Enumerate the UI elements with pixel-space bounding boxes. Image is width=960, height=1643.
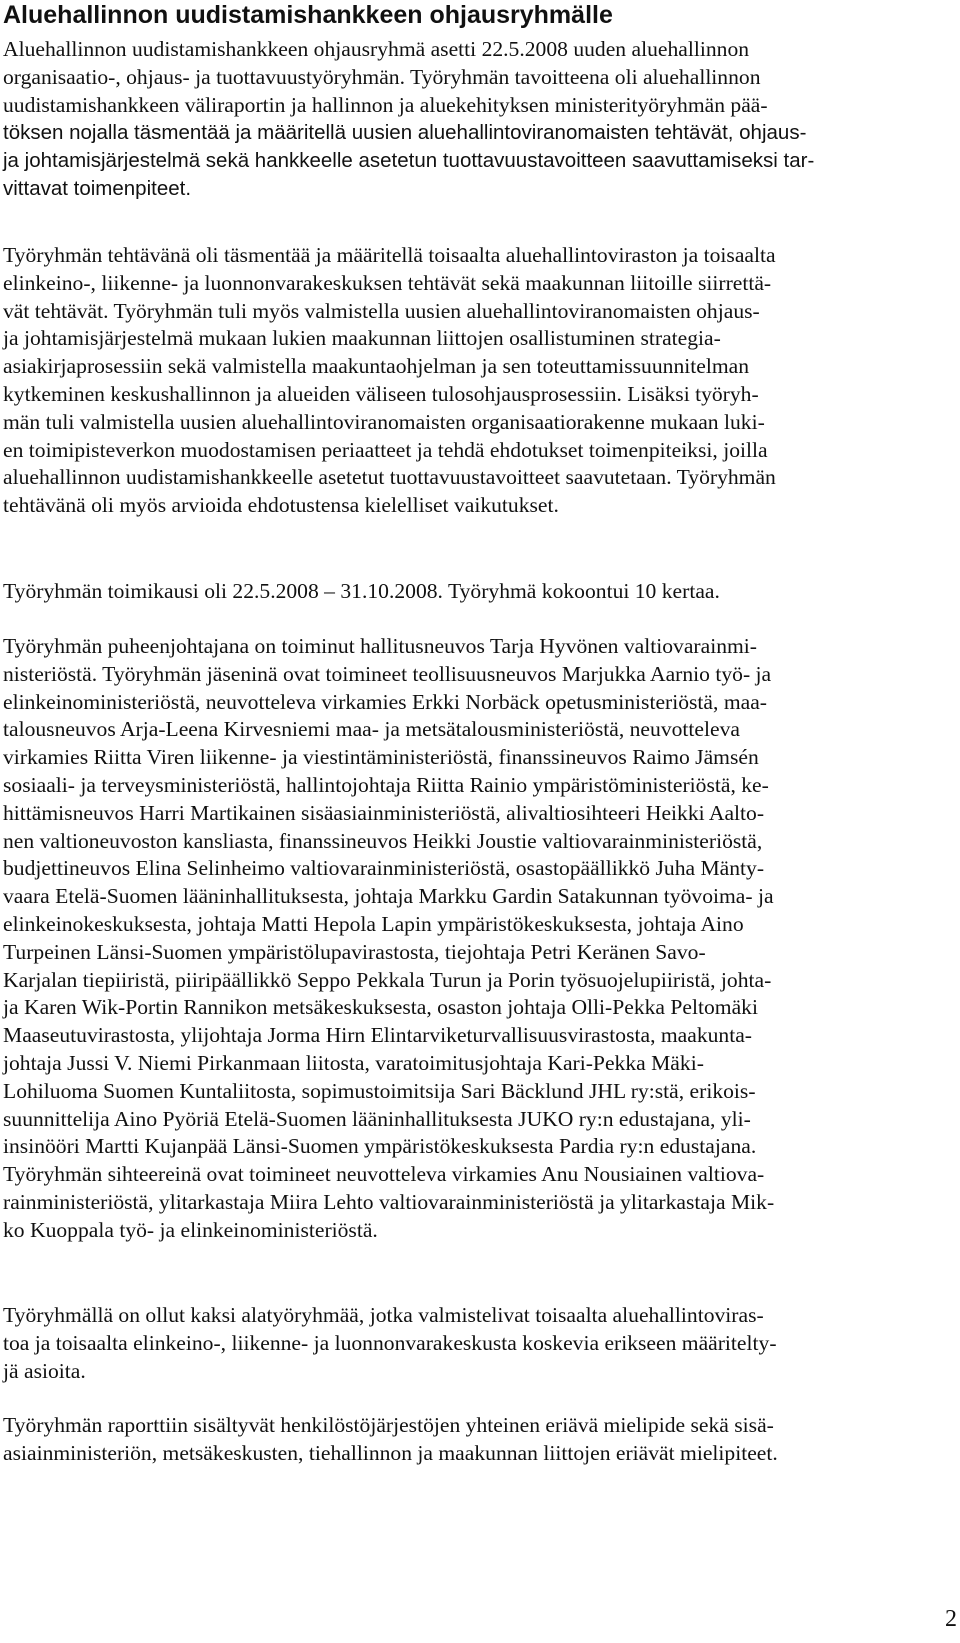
paragraph-line: johtaja Jussi V. Niemi Pirkanmaan liitosta, varatoimitusjohtaja Kari-Pekka Mäki- — [3, 1050, 704, 1075]
paragraph-line: asiainministeriön, metsäkeskusten, tiehallinnon ja maakunnan liittojen eriävät mielipiteet. — [3, 1440, 778, 1465]
paragraph-line: suunnittelija Aino Pyöriä Etelä-Suomen lääninhallituksesta JUKO ry:n edustajana, yli- — [3, 1106, 751, 1131]
paragraph-line: vaara Etelä-Suomen lääninhallituksesta, johtaja Markku Gardin Satakunnan työvoima- ja — [3, 884, 774, 909]
paragraph-line: Työryhmällä on ollut kaksi alatyöryhmää, jotka valmistelivat toisaalta aluehallintoviras- — [3, 1303, 764, 1327]
paragraph-line: elinkeinoministeriöstä, neuvotteleva virkamies Erkki Norbäck opetusministeriöstä, maa- — [3, 689, 767, 714]
paragraph-line: ko Kuoppala työ- ja elinkeinoministeriöstä. — [3, 1217, 378, 1242]
paragraph-line: hittämisneuvos Harri Martikainen sisäasiainministeriöstä, alivaltiosihteeri Heikki Aalto- — [3, 800, 765, 825]
paragraph-line: Työryhmän tehtävänä oli täsmentää ja määritellä toisaalta aluehallintoviraston ja toisaalta — [3, 243, 776, 267]
paragraph-line: Turpeinen Länsi-Suomen ympäristölupavirastosta, tiejohtaja Petri Keränen Savo- — [3, 939, 706, 964]
paragraph-line: Aluehallinnon uudistamishankkeen ohjausryhmä asetti 22.5.2008 uuden aluehallinnon — [3, 37, 750, 61]
paragraph-6 — [3, 1412, 951, 1468]
paragraph-line: ja johtamisjärjestelmä mukaan lukien maakunnan liittojen osallistuminen strategia- — [3, 326, 721, 351]
paragraph-line: Työryhmän toimikausi oli 22.5.2008 – 31.10.2008. Työryhmä kokoontui 10 kertaa. — [3, 579, 720, 603]
paragraph-line: töksen nojalla täsmentää ja määritellä uusien aluehallintoviranomaisten tehtävät, ohjaus- — [3, 121, 807, 145]
paragraph-5 — [3, 1302, 951, 1385]
paragraph-line: vät tehtävät. Työryhmän tuli myös valmistella uusien aluehallintoviranomaisten ohjaus- — [3, 298, 760, 323]
paragraph-line: budjettineuvos Elina Selinheimo valtiovarainministeriöstä, osastopäällikkö Juha Mänty- — [3, 856, 765, 881]
paragraph-line: uudistamishankkeen väliraportin ja hallinnon ja aluekehityksen ministerityöryhmän pää- — [3, 92, 768, 117]
paragraph-line: organisaatio-, ohjaus- ja tuottavuustyöryhmän. Työryhmän tavoitteena oli aluehallinnon — [3, 64, 761, 89]
paragraph-line: Työryhmän raporttiin sisältyvät henkilöstöjärjestöjen yhteinen eriävä mielipide sekä sisä- — [3, 1413, 774, 1437]
paragraph-line: jä asioita. — [3, 1358, 86, 1383]
paragraph-line: sosiaali- ja terveysministeriöstä, hallintojohtaja Riitta Rainio ympäristöministeriöstä, ke- — [3, 772, 769, 797]
paragraph-line: en toimipisteverkon muodostamisen periaatteet ja tehdä ehdotukset toimenpiteiksi, joilla — [3, 437, 768, 462]
paragraph-line: nen valtioneuvoston kansliasta, finanssineuvos Heikki Joustie valtiovarainministeriöstä, — [3, 828, 763, 853]
paragraph-line: rainministeriöstä, ylitarkastaja Miira Lehto valtiovarainministeriöstä ja ylitarkastaja Mik- — [3, 1189, 775, 1214]
paragraph-line: tehtävänä oli myös arvioida ehdotustensa kielelliset vaikutukset. — [3, 493, 559, 518]
paragraph-line: insinööri Martti Kujanpää Länsi-Suomen ympäristökeskuksesta Pardia ry:n edustajana. — [3, 1134, 757, 1159]
paragraph-line: elinkeinokeskuksesta, johtaja Matti Hepola Lapin ympäristökeskuksesta, johtaja Aino — [3, 911, 744, 936]
paragraph-line: Työryhmän sihteereinä ovat toimineet neuvotteleva virkamies Anu Nousiainen valtiova- — [3, 1162, 765, 1187]
paragraph-line: nisteriöstä. Työryhmän jäseninä ovat toimineet teollisuusneuvos Marjukka Aarnio työ- ja — [3, 661, 772, 686]
paragraph-line: män tuli valmistella uusien aluehallintoviranomaisten organisaatiorakenne mukaan luki- — [3, 409, 765, 434]
paragraph-line: Työryhmän puheenjohtajana on toiminut hallitusneuvos Tarja Hyvönen valtiovarainmi- — [3, 634, 757, 658]
paragraph-line: ja johtamisjärjestelmä sekä hankkeelle asetetun tuottavuustavoitteen saavuttamiseksi tar- — [3, 149, 815, 173]
paragraph-line: ja Karen Wik-Portin Rannikon metsäkeskuksesta, osaston johtaja Olli-Pekka Peltomäki — [3, 995, 758, 1020]
paragraph-line: asiakirjaprosessiin sekä valmistella maakuntaohjelman ja sen toteuttamissuunnitelman — [3, 354, 749, 379]
paragraph-line: elinkeino-, liikenne- ja luonnonvarakeskuksen tehtävät sekä maakunnan liitoille siirrettä- — [3, 270, 772, 295]
paragraph-line: aluehallinnon uudistamishankkeelle asetetut tuottavuustavoitteet saavutetaan. Työryhmän — [3, 465, 776, 490]
paragraph-line: Karjalan tiepiiristä, piiripäällikkö Seppo Pekkala Turun ja Porin työsuojelupiiristä, johta- — [3, 967, 772, 992]
paragraph-line: Maaseutuvirastosta, ylijohtaja Jorma Hirn Elintarviketurvallisuusvirastosta, maakunta- — [3, 1023, 753, 1048]
paragraph-3 — [3, 578, 951, 606]
paragraph-line: kytkeminen keskushallinnon ja alueiden väliseen tulosohjausprosessiin. Lisäksi työryh- — [3, 381, 759, 406]
page-number: 2 — [945, 1606, 957, 1632]
paragraph-line: talousneuvos Arja-Leena Kirvesniemi maa- ja metsätalousministeriöstä, neuvotteleva — [3, 717, 740, 742]
paragraph-line: Lohiluoma Suomen Kuntaliitosta, sopimustoimitsija Sari Bäcklund JHL ry:stä, erikois- — [3, 1078, 756, 1103]
page-title: Aluehallinnon uudistamishankkeen ohjausryhmälle — [3, 1, 613, 29]
paragraph-1 — [3, 36, 951, 203]
paragraph-2 — [3, 242, 951, 520]
paragraph-4 — [3, 633, 951, 1245]
paragraph-line: toa ja toisaalta elinkeino-, liikenne- ja luonnonvarakeskusta koskevia erikseen määritelty- — [3, 1330, 777, 1355]
paragraph-line: virkamies Riitta Viren liikenne- ja viestintäministeriöstä, finanssineuvos Raimo Jämsén — [3, 745, 759, 770]
paragraph-line: vittavat toimenpiteet. — [3, 176, 192, 200]
